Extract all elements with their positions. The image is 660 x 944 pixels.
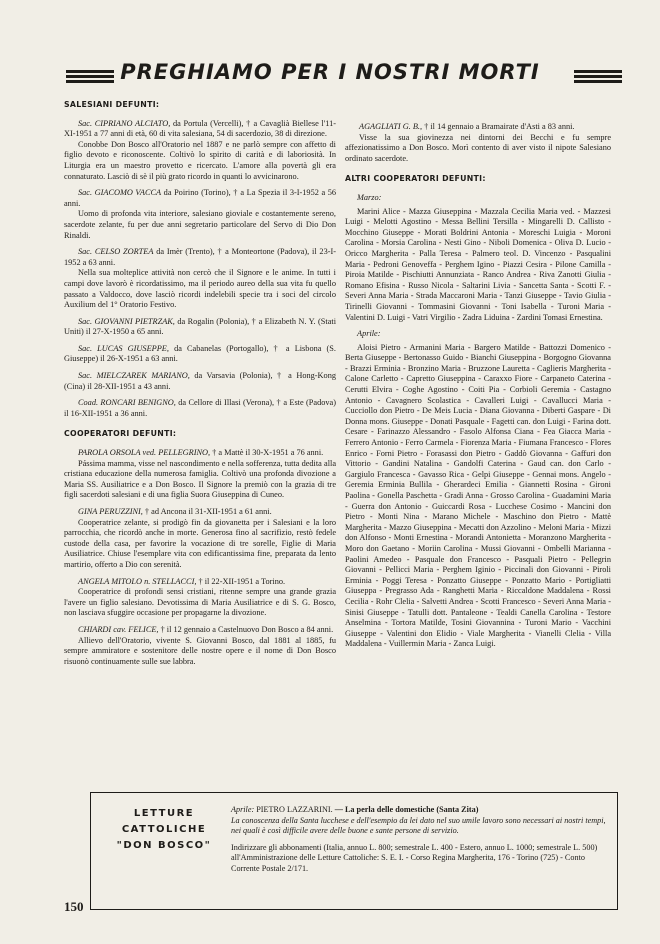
brand-line: CATTOLICHE xyxy=(121,824,207,835)
salesiani-title: SALESIANI DEFUNTI: xyxy=(64,100,160,109)
month-label: Aprile: xyxy=(231,805,255,814)
brand-block xyxy=(105,807,223,855)
obituary-entry xyxy=(64,448,336,501)
obituary-entry xyxy=(64,188,336,241)
cooperatori-list xyxy=(64,448,336,667)
obituary-entry xyxy=(64,247,336,311)
page-title: PREGHIAMO PER I NOSTRI MORTI xyxy=(120,60,540,84)
obituary-text: Uomo di profonda vita interiore, salesiano gioviale e costantemente sereno, sacerdote zelante, fu per due anni segretario particolare del Servo di Dio Don Rinaldi. xyxy=(64,209,336,240)
deceased-details: da Cellore di Illasi (Verona), † a Este (Padova) il 16-XII-1951 a 36 anni. xyxy=(64,398,336,418)
obituary-text: Visse la sua giovinezza nei dintorni dei Becchi e fu sempre affezionatissimo a Don Bosco. Morì contento di aver visto il nipote Salesiano ordinato sacerdote. xyxy=(345,132,611,163)
deceased-name: AGAGLIATI G. B., xyxy=(359,122,423,131)
month-label-march: Marzo: xyxy=(357,192,382,202)
obituary-text: Conobbe Don Bosco all'Oratorio nel 1887 e ne parlò sempre con affetto di figlio devoto e riconoscente. Coltivò lo spirito di carità e di laboriosità. In Liturgia era un maestro provetto e ricercato. L'amore alla povertà gli era connaturato. Lasciò di sè il più grato ricordo in quanti lo avvicinarono. xyxy=(64,139,336,181)
obituary-entry xyxy=(64,577,336,619)
header-decoration-right xyxy=(574,70,622,85)
brand-line: LETTURE xyxy=(133,808,195,819)
obituary-entry xyxy=(64,507,336,571)
deceased-name: GINA PERUZZINI, xyxy=(78,507,143,516)
obituary-entry xyxy=(64,625,336,667)
names-list-march: Marini Alice - Mazza Giuseppina - Mazzala Cecilia Maria ved. - Mazzesi Luigi - Melotti Agostino - Messa Bellini Tersilla - Mingarelli D. Callisto - Mocchino Giuseppe - Morati Boldrini Antonia - Moreschi Luigia - Moroni Carolina - Morsia Carolina - Nesti Gino - Niboli Domenica - Oliva D. Lucio - Oricco Margherita - Palla Teresa - Palmero teol. D. Vincenzo - Pasqualini Maria - Pedroni Genoveffa - Perghem Igino - Piazzi Cesira - Pilone Camilla - Piroia Matilde - Pischiutti Annunziata - Ranco Andrea - Riva Zanotti Giulia - Romano Efisina - Russo Nicola - Saltarini Livia - Sancetta Santa - Scotti F. - Severi Anna Maria - Strada Maccaroni Maria - Tanzi Giuseppe - Tavio Giulia - Tirinelli Giovanni - Tommasini Giovanni - Toni Isabella - Turoni Maria - Valentini D. Luigi - Vatri Virgilio - Zadra Liduina - Zardini Tomasi Ernestina. xyxy=(345,206,611,322)
deceased-details: † il 12 gennaio a Castelnuovo Don Bosco a 84 anni. xyxy=(160,624,334,634)
cooperatori-title: COOPERATORI DEFUNTI: xyxy=(64,429,177,439)
obituary-entry xyxy=(64,398,336,419)
altri-cooperatori-title: ALTRI COOPERATORI DEFUNTI: xyxy=(345,174,486,184)
deceased-details: da Imèr (Trento), † a Monteortone (Padova), il 23-I-1952 a 63 anni. xyxy=(64,247,337,267)
deceased-name: Sac. GIOVANNI PIETRZAK, xyxy=(78,316,175,326)
obituary-entry xyxy=(64,344,336,365)
deceased-details: da Poirino (Torino), † a La Spezia il 3-I-1952 a 56 anni. xyxy=(64,188,336,208)
deceased-details: da Varsavia (Polonia), † a Hong-Kong (Cina) il 28-XII-1951 a 43 anni. xyxy=(64,371,336,391)
obituary-text: Allievo dell'Oratorio, vivente S. Giovanni Bosco, dal 1881 al 1885, fu sempre ammiratore e sostenitore delle nostre opere e il nome di Don Bosco risuonò continuamente sulle sue labbra. xyxy=(64,635,336,666)
obituary-entry xyxy=(64,371,336,392)
deceased-name: PAROLA ORSOLA ved. PELLEGRINO, xyxy=(78,448,211,458)
deceased-details: da Rogalin (Polonia), † a Elizabeth N. Y. (Stati Uniti) il 27-X-1950 a 65 anni. xyxy=(64,316,337,337)
deceased-details: da Portula (Vercelli), † a Cavaglià Biellese l'11-XI-1951 a 77 anni di età, 60 di vita salesiana, 54 di sacerdozio, 38 di direzione. xyxy=(64,118,336,139)
page-header xyxy=(0,52,660,92)
obituary-text: Cooperatrice zelante, si prodigò fin da giovanetta per i Salesiani e la loro parrocchia, che ricordò anche in morte. Generosa fino al sacrifizio, restò fedele custode della casa, per favorire la vocazione di tre sorelle, Figlie di Maria Ausiliatrice. Chiuse l'esemplare vita con edificantissima fine, preparata da lento martirio, offerto a Dio con serenità. xyxy=(64,517,336,569)
header-decoration-left xyxy=(66,70,114,85)
letture-cattoliche-box xyxy=(90,792,618,910)
deceased-name: ANGELA MITOLO n. STELLACCI, xyxy=(78,576,197,586)
deceased-details: † il 14 gennaio a Bramairate d'Asti a 83 anni. xyxy=(424,122,575,131)
deceased-details: † a Mattè il 30-X-1951 a 76 anni. xyxy=(212,448,324,458)
deceased-name: Sac. CIPRIANO ALCIATO, xyxy=(78,118,171,128)
obituary-entry xyxy=(64,119,336,183)
deceased-name: Sac. GIACOMO VACCA xyxy=(78,188,162,198)
names-list-april: Aloisi Pietro - Armanini Maria - Bargero Matilde - Battozzi Domenico - Berta Giuseppe - Bertonasso Guido - Bianchi Giuseppina - Borgogno Giovanna - Brazzi Erminia - Bronzino Maria - Bruzzone Lauretta - Caglieris Margherita - Calone Carletto - Capretto Giuseppina - Caraxxo Fiore - Carpaneto Caterina - Cerutti Elvira - Coghe Agostino - Coiti Pia - Corbioli Geremia - Castagno Antonio - Cavagnero Scolastica - Cavalleri Luigi - Cavallucci Maria - Cucciollo don Pietro - De Meis Lucia - Diana Giovanna - Diberti Gaspare - Di Donna mons. Giuseppe - Donati Pasquale - Fagetti can. don Luigi - Farina dott. Cesare - Farinazzo Alessandro - Fasolo Alfonsa Ciana - Fea Giacca Maria - Ferrero Antonio - Ferro Carmela - Fiorenza Maria - Fiumana Francesco - Flores Enrico - Forni Pietro - Forasassi don Pietro - Gaddò Giovanna - Gaffuri don Vittorio - Gandini Natalina - Gandolfi Caterina - Gaud can. don Carlo - Gargiulo Francesca - Gavasso Rica - Gelpi Giuseppe - Gennai mons. Angelo - Geremia Erminia Bullila - Gherardeci Emilia - Giannetti Rosina - Gironi Paolina - Gonella Paschetta - Gradi Anna - Grosso Carolina - Guadamini Maria - Guerra don Antonio - Guiccardi Rosa - Lucchese Cosimo - Mancini don Pietro - Monti Nina - Marano Michele - Maschino don Pietro - Mattè Margherita - Mazzo Giuseppina - Mecatti don Azzolino - Meloni Maria - Mizzi don Alfonso - Monti Ernestina - Morandi Antonietta - Moranzono Margherita - Moro don Gaetano - Moriin Carolina - Mussi Giovanni - Ombelli Marianna - Paolini Amedeo - Pasquale don Francesco - Pasquali Pietro - Pellegrin Giovanni - Pellicci Maria - Perghem Iginio - Piccinali don Giovanni - Piroli Erminia - Poggi Teresa - Ponzatto Giuseppe - Ponzatto Mario - Portigliatti Giuseppa - Pregrasso Ada - Ranghetti Maria - Riccaldone Maddalena - Rossi Cecilia - Rohr Clelia - Salvetti Andrea - Scotti Francesco - Severi Anna Maria - Sinisi Giuseppe - Tatulli dott. Pantaleone - Tealdi Canella Carolina - Testore Anselmina - Tortora Matilde, Tosini Giovannina - Turoni Mario - Vacchini Giuseppe - Valentini don Elidio - Viale Margherita - Vianelli Clelia - Villa Maddalena - Vuillermin Maria - Zanca Luigi. xyxy=(345,342,611,649)
deceased-name: Coad. RONCARI BENIGNO, xyxy=(78,398,176,408)
deceased-name: Sac. LUCAS GIUSEPPE, xyxy=(78,343,169,353)
deceased-name: Sac. MIELCZAREK MARIANO, xyxy=(78,371,190,381)
subscription-info: Indirizzare gli abbonamenti (Italia, annuo L. 800; semestrale L. 400 - Estero, annuo L. 1000; semestrale L. 500) all'Amministrazione delle Letture Cattoliche: S. E. I. - Corso Regina Margherita, 176 - Torino (725) - Conto Corrente Postale 2/171. xyxy=(231,842,598,873)
deceased-name: CHIARDI cav. FELICE, xyxy=(78,624,159,634)
obituary-entry xyxy=(345,122,611,164)
deceased-details: † il 22-XII-1951 a Torino. xyxy=(198,576,286,586)
page-number: 150 xyxy=(64,899,84,914)
deceased-details: † ad Ancona il 31-XII-1951 a 61 anni. xyxy=(144,507,272,516)
obituary-text: Pássima mamma, visse nel nascondimento e nella sofferenza, tutta dedita alla cristiana educazione della numerosa famiglia. Coltivò una profonda divozione a Maria SS. Ausiliatrice e a Don Bosco. Il Signore la premiò con la grazia di tre figli sacerdoti salesiani e di una figlia Suora Giuseppina di Cuneo. xyxy=(64,458,336,500)
left-column xyxy=(64,100,336,673)
obituary-text: Nella sua molteplice attività non cercò che il Signore e le anime. In tutti i campi dove lavorò è ricordatissimo, ma il periodo aureo della sua vita fu quello passato a Valdocco, dove lasciò ricordi indelebili specie tra i soci del circolo Auxilium del 1° Oratorio Festivo. xyxy=(64,268,336,310)
box-content xyxy=(231,805,606,875)
salesiani-list xyxy=(64,119,336,420)
book-description: La conoscenza della Santa lucchese e dell'esempio da lei dato nel suo umile lavoro sono necessari ai nostri tempi, nei quali è così difficile avere delle buone e sante persone di servizio. xyxy=(231,815,606,836)
month-label-april: Aprile: xyxy=(357,329,381,339)
author-name: PIETRO LAZZARINI. xyxy=(256,805,333,814)
deceased-details: da Cabanelas (Portogallo), † a Lisbona (S. Giuseppe) il 26-X-1951 a 63 anni. xyxy=(64,343,336,364)
right-column xyxy=(345,122,611,656)
book-title: — La perla delle domestiche (Santa Zita) xyxy=(334,805,479,814)
obituary-text: Cooperatrice di profondi sensi cristiani, ritenne sempre una grande grazia l'avere un figlio salesiano. Devotissima di Maria Ausiliatrice e di S. G. Bosco, non lasciava sfuggire occasione per propagarne la divozione. xyxy=(64,587,336,618)
deceased-name: Sac. CELSO ZORTEA xyxy=(78,247,154,257)
obituary-entry xyxy=(64,317,336,338)
brand-line: "DON BOSCO" xyxy=(116,840,212,851)
